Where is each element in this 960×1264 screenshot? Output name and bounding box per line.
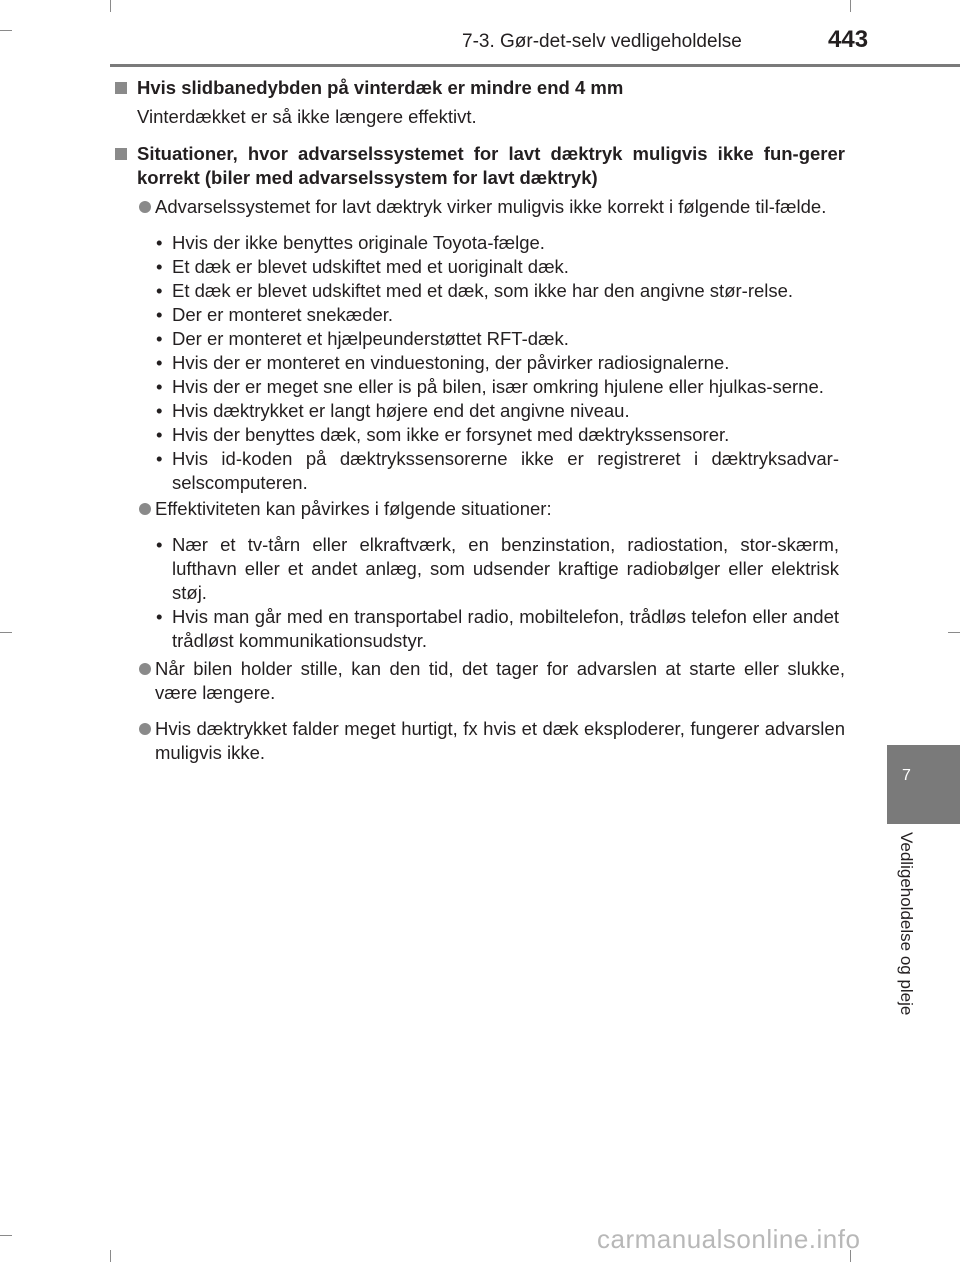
- watermark: carmanualsonline.info: [597, 1224, 861, 1254]
- body-text: Vinterdækket er så ikke længere effektivt.: [137, 106, 477, 127]
- bullet-item: • Hvis id-koden på dæktrykssensorerne ikke er registreret i dæktryksadvar-selscomputeren.: [156, 448, 839, 493]
- chapter-label: Vedligeholdelse og pleje: [897, 832, 916, 1016]
- crop-mark: [0, 1235, 12, 1236]
- bullet-item: • Hvis der ikke benyttes originale Toyota-fælge.: [156, 232, 545, 253]
- chapter-tab: [887, 745, 960, 824]
- item-text: Hvis dæktrykket falder meget hurtigt, fx hvis et dæk eksploderer, fungerer advarslen muligvis ikke.: [155, 718, 845, 763]
- item-text: Effektiviteten kan påvirkes i følgende situationer:: [155, 498, 552, 519]
- section: [115, 142, 845, 765]
- section-title: 7-3. Gør-det-selv vedligeholdelse: [462, 31, 742, 52]
- bullet-item: • Hvis der er monteret en vinduestoning, der påvirker radiosignalerne.: [156, 352, 730, 373]
- chapter-number: 7: [902, 767, 911, 784]
- bullet-list: [115, 231, 845, 495]
- list-item: [115, 657, 845, 705]
- page-number: 443: [828, 26, 869, 53]
- bullet-item: • Hvis man går med en transportabel radio, mobiltelefon, trådløs telefon eller andet trådløst kommunikationsudstyr.: [156, 606, 839, 651]
- bullet-item: • Der er monteret snekæder.: [156, 304, 394, 325]
- page-content: [115, 76, 845, 765]
- item-text: Advarselssystemet for lavt dæktryk virker muligvis ikke korrekt i følgende til-fælde.: [155, 196, 827, 217]
- list-item: [115, 497, 845, 521]
- header-rule: [110, 64, 960, 67]
- bullet-item: • Hvis der er meget sne eller is på bilen, især omkring hjulene eller hjulkas-serne.: [156, 376, 824, 397]
- bullet-item: • Et dæk er blevet udskiftet med et uoriginalt dæk.: [156, 256, 569, 277]
- bullet-item: • Hvis der benyttes dæk, som ikke er forsynet med dæktrykssensorer.: [156, 424, 730, 445]
- list-item: [115, 717, 845, 765]
- bullet-item: • Nær et tv-tårn eller elkraftværk, en benzinstation, radiostation, stor-skærm, lufthavn eller et andet anlæg, som udsender kraftige radiobølger eller elektrisk støj.: [156, 534, 839, 603]
- circle-bullet-icon: [139, 503, 151, 515]
- heading-text: Situationer, hvor advarselssystemet for lavt dæktryk muligvis ikke fun-gerer korrekt (biler med advarselssystem for lavt dæktryk): [137, 143, 845, 188]
- square-bullet-icon: [115, 148, 127, 160]
- circle-bullet-icon: [139, 723, 151, 735]
- crop-mark: [110, 1250, 111, 1262]
- bullet-item: • Hvis dæktrykket er langt højere end det angivne niveau.: [156, 400, 630, 421]
- circle-bullet-icon: [139, 663, 151, 675]
- heading-text: Hvis slidbanedybden på vinterdæk er mindre end 4 mm: [137, 77, 624, 98]
- crop-mark: [948, 632, 960, 633]
- bullet-item: • Et dæk er blevet udskiftet med et dæk, som ikke har den angivne stør-relse.: [156, 280, 794, 301]
- circle-bullet-icon: [139, 201, 151, 213]
- section-heading: [115, 142, 845, 190]
- item-text: Når bilen holder stille, kan den tid, det tager for advarslen at starte eller slukke, være længere.: [155, 658, 845, 703]
- bullet-item: • Der er monteret et hjælpeunderstøttet RFT-dæk.: [156, 328, 569, 349]
- square-bullet-icon: [115, 82, 127, 94]
- crop-mark: [0, 632, 12, 633]
- section: [115, 76, 845, 129]
- list-item: [115, 195, 845, 219]
- page-header: [0, 0, 960, 70]
- section-heading: [115, 76, 845, 100]
- bullet-list: [115, 533, 845, 653]
